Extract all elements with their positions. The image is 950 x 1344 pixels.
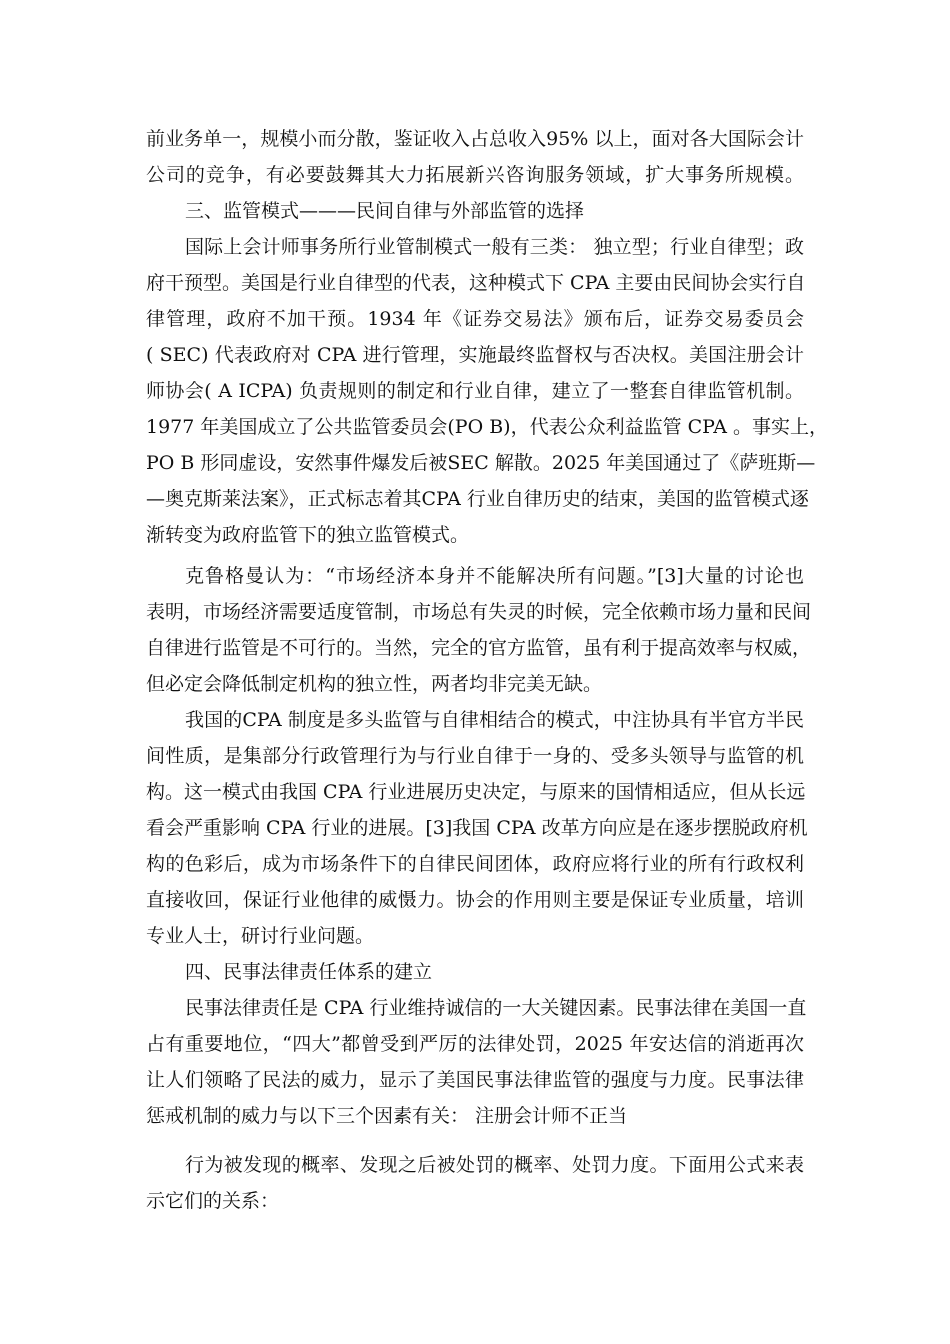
- text-line-18: 间性质，是集部分行政管理行为与行业自律于一身的、受多头领导与监管的机: [146, 745, 804, 767]
- text-line-25: 民事法律责任是 CPA 行业维持诚信的一大关键因素。民事法律在美国一直: [185, 997, 807, 1019]
- text-line-21: 构的色彩后，成为市场条件下的自律民间团体，政府应将行业的所有行政权利: [146, 853, 804, 875]
- section-heading-3: 三、监管模式———民间自律与外部监管的选择: [185, 200, 585, 222]
- text-line-23: 专业人士，研讨行业问题。: [146, 925, 375, 947]
- text-line-8: 师协会( A ICPA) 负责规则的制定和行业自律，建立了一整套自律监管机制。: [146, 380, 804, 402]
- text-line-20: 看会严重影响 CPA 行业的进展。[3]我国 CPA 改革方向应是在逐步摆脱政府机: [146, 817, 808, 839]
- text-line-26: 占有重要地位，“四大”都曾受到严厉的法律处罚，2025 年安达信的消逝再次: [146, 1033, 804, 1055]
- text-line-9: 1977 年美国成立了公共监管委员会(PO B)，代表公众利益监管 CPA 。事实上，: [146, 416, 828, 438]
- text-line-5: 府干预型。美国是行业自律型的代表，这种模式下 CPA 主要由民间协会实行自: [146, 272, 806, 294]
- text-line-22: 直接收回，保证行业他律的威慑力。协会的作用则主要是保证专业质量，培训: [146, 889, 804, 911]
- text-line-7: ( SEC) 代表政府对 CPA 进行管理，实施最终监督权与否决权。美国注册会计: [146, 344, 804, 366]
- text-line-30: 示它们的关系：: [146, 1190, 280, 1212]
- text-line-27: 让人们领略了民法的威力，显示了美国民事法律监管的强度与力度。民事法律: [146, 1069, 804, 1091]
- text-line-19: 构。这一模式由我国 CPA 行业进展历史决定，与原来的国情相适应，但从长远: [146, 781, 806, 803]
- text-line-12: 渐转变为政府监管下的独立监管模式。: [146, 524, 470, 546]
- text-line-11: —奥克斯莱法案》，正式标志着其CPA 行业自律历史的结束，美国的监管模式逐: [146, 488, 809, 510]
- text-line-2: 公司的竞争，有必要鼓舞其大力拓展新兴咨询服务领域，扩大事务所规模。: [146, 164, 804, 186]
- text-line-15: 自律进行监管是不可行的。当然，完全的官方监管，虽有利于提高效率与权威，: [146, 637, 812, 659]
- text-line-29: 行为被发现的概率、发现之后被处罚的概率、处罚力度。下面用公式来表: [185, 1154, 804, 1176]
- text-line-28: 惩戒机制的威力与以下三个因素有关： 注册会计师不正当: [146, 1105, 628, 1127]
- text-line-14: 表明，市场经济需要适度管制，市场总有失灵的时候，完全依赖市场力量和民间: [146, 601, 812, 623]
- text-line-13: 克鲁格曼认为：“市场经济本身并不能解决所有问题。”[3]大量的讨论也: [185, 565, 804, 587]
- text-line-4: 国际上会计师事务所行业管制模式一般有三类： 独立型；行业自律型；政: [185, 236, 804, 258]
- text-line-17: 我国的CPA 制度是多头监管与自律相结合的模式，中注协具有半官方半民: [185, 709, 804, 731]
- text-line-10: PO B 形同虚设，安然事件爆发后被SEC 解散。2025 年美国通过了《萨班斯—: [146, 452, 816, 474]
- text-line-6: 律管理，政府不加干预。1934 年《证券交易法》颁布后，证券交易委员会: [146, 308, 804, 330]
- text-line-1: 前业务单一，规模小而分散，鉴证收入占总收入95% 以上，面对各大国际会计: [146, 128, 804, 150]
- text-line-16: 但必定会降低制定机构的独立性，两者均非完美无缺。: [146, 673, 603, 695]
- section-heading-24: 四、民事法律责任体系的建立: [185, 961, 433, 983]
